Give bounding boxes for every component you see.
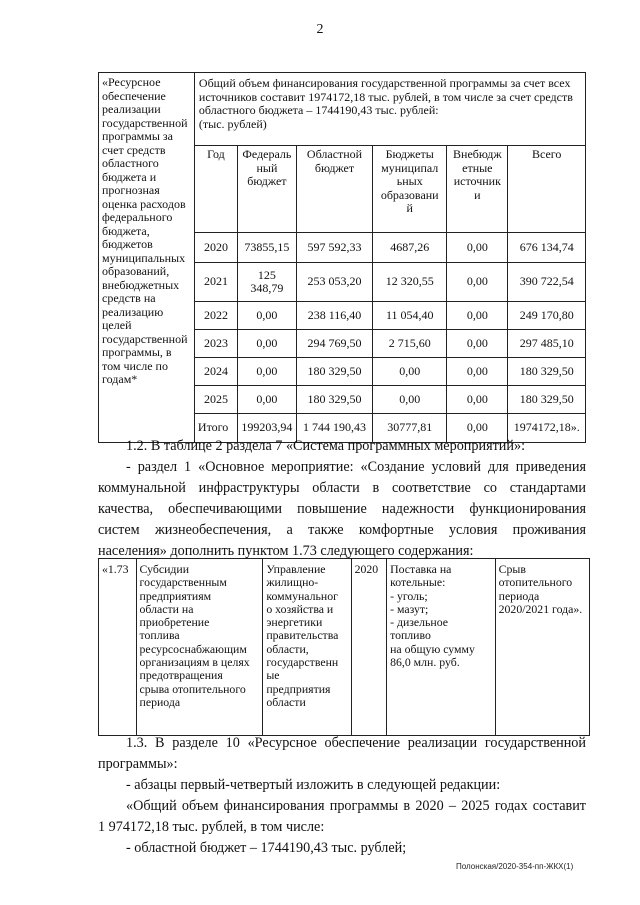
cell-total: 297 485,10 <box>508 330 586 358</box>
cell-total: 1974172,18». <box>508 414 586 443</box>
cell-total: 180 329,50 <box>508 358 586 386</box>
measure-result: Поставка на котельные: - уголь; - мазут; - дизельное топливо на общую сумму 86,0 млн. руб. <box>387 559 496 736</box>
paragraph-line: качества, обеспечивающими повышение надежности функционирования <box>98 501 586 517</box>
cell-municipal: 0,00 <box>373 358 447 386</box>
cell-federal: 125 348,79 <box>238 263 297 302</box>
cell-extrabudget: 0,00 <box>447 386 508 414</box>
cell-regional: 1 744 190,43 <box>296 414 372 443</box>
cell-total: 390 722,54 <box>508 263 586 302</box>
cell-municipal: 11 054,40 <box>373 302 447 330</box>
cell-federal: 0,00 <box>238 330 297 358</box>
measure-description: Субсидии государственным предприятиям области на приобретение топлива ресурсоснабжающим организациям в целях предотвращения срыва отопительного периода <box>136 559 263 736</box>
header-regional: Областной бюджет <box>296 146 372 233</box>
cell-federal: 0,00 <box>238 358 297 386</box>
cell-federal: 73855,15 <box>238 233 297 263</box>
paragraph-line: коммунальной инфраструктуры области в соответствие со стандартами <box>98 480 586 496</box>
header-federal: Федераль ный бюджет <box>238 146 297 233</box>
cell-regional: 294 769,50 <box>296 330 372 358</box>
paragraph-line: «Общий объем финансирования программы в 2020 – 2025 годах составит <box>126 798 586 814</box>
cell-municipal: 2 715,60 <box>373 330 447 358</box>
cell-municipal: 0,00 <box>373 386 447 414</box>
paragraph-line: систем жизнеобеспечения, а также комфортные условия проживания <box>98 522 586 538</box>
cell-federal: 199203,94 <box>238 414 297 443</box>
header-extrabudget: Внебюдж етные источник и <box>447 146 508 233</box>
cell-regional: 180 329,50 <box>296 358 372 386</box>
cell-total: 249 170,80 <box>508 302 586 330</box>
paragraph-line: - абзацы первый-четвертый изложить в следующей редакции: <box>126 777 501 793</box>
paragraph-line: 1.2. В таблице 2 раздела 7 «Система программных мероприятий»: <box>126 438 526 454</box>
paragraph-line: - областной бюджет – 1744190,43 тыс. рублей; <box>126 840 407 856</box>
paragraph-line: 1.3. В разделе 10 «Ресурсное обеспечение реализации государственной <box>126 735 586 751</box>
cell-regional: 238 116,40 <box>296 302 372 330</box>
resource-table <box>98 72 586 443</box>
table-row <box>99 559 590 736</box>
cell-year: 2020 <box>194 233 237 263</box>
measure-number: «1.73 <box>99 559 137 736</box>
resource-label-cell: «Ресурсное обеспечение реализации государственной программы за счет средств областного бюджета и прогнозная оценка расходов федерального бюджета, бюджетов муниципальных образований, внебюджетных средств на реализацию целей государственной программы, в том числе по годам* <box>99 73 195 443</box>
cell-year: 2021 <box>194 263 237 302</box>
paragraph-line: - раздел 1 «Основное мероприятие: «Создание условий для приведения <box>126 459 586 475</box>
cell-federal: 0,00 <box>238 302 297 330</box>
measure-table <box>98 558 590 736</box>
paragraph-line: 1 974172,18 тыс. рублей, в том числе: <box>98 819 325 835</box>
paragraph-line: населения» дополнить пунктом 1.73 следующего содержания: <box>98 543 474 559</box>
cell-year: 2022 <box>194 302 237 330</box>
paragraph-line: программы»: <box>98 756 178 772</box>
cell-regional: 597 592,33 <box>296 233 372 263</box>
cell-municipal: 12 320,55 <box>373 263 447 302</box>
section-1-3 <box>98 733 586 859</box>
section-1-2 <box>98 436 586 562</box>
cell-federal: 0,00 <box>238 386 297 414</box>
cell-extrabudget: 0,00 <box>447 414 508 443</box>
cell-extrabudget: 0,00 <box>447 302 508 330</box>
cell-year: 2025 <box>194 386 237 414</box>
header-municipal: Бюджеты муниципал ьных образовани й <box>373 146 447 233</box>
cell-total: 676 134,74 <box>508 233 586 263</box>
cell-extrabudget: 0,00 <box>447 233 508 263</box>
cell-regional: 180 329,50 <box>296 386 372 414</box>
measure-executor: Управление жилищно- коммунальног о хозяйства и энергетики правительства области, государственн ые предприятия области <box>263 559 351 736</box>
cell-year: 2024 <box>194 358 237 386</box>
cell-year: Итого <box>194 414 237 443</box>
cell-regional: 253 053,20 <box>296 263 372 302</box>
cell-municipal: 30777,81 <box>373 414 447 443</box>
header-year: Год <box>194 146 237 233</box>
header-total: Всего <box>508 146 586 233</box>
financing-intro-cell: Общий объем финансирования государственной программы за счет всех источников составит 1974172,18 тыс. рублей, в том числе за счет средств областного бюджета – 1744190,43 тыс. рублей: (тыс. рублей) <box>194 73 585 146</box>
cell-municipal: 4687,26 <box>373 233 447 263</box>
cell-year: 2023 <box>194 330 237 358</box>
cell-total: 180 329,50 <box>508 386 586 414</box>
measure-risk: Срыв отопительного периода 2020/2021 года». <box>495 559 589 736</box>
cell-extrabudget: 0,00 <box>447 263 508 302</box>
cell-extrabudget: 0,00 <box>447 330 508 358</box>
document-footer-code: Полонская/2020-354-пп-ЖКХ(1) <box>456 862 574 871</box>
page-number: 2 <box>316 22 324 37</box>
cell-extrabudget: 0,00 <box>447 358 508 386</box>
measure-year: 2020 <box>351 559 387 736</box>
